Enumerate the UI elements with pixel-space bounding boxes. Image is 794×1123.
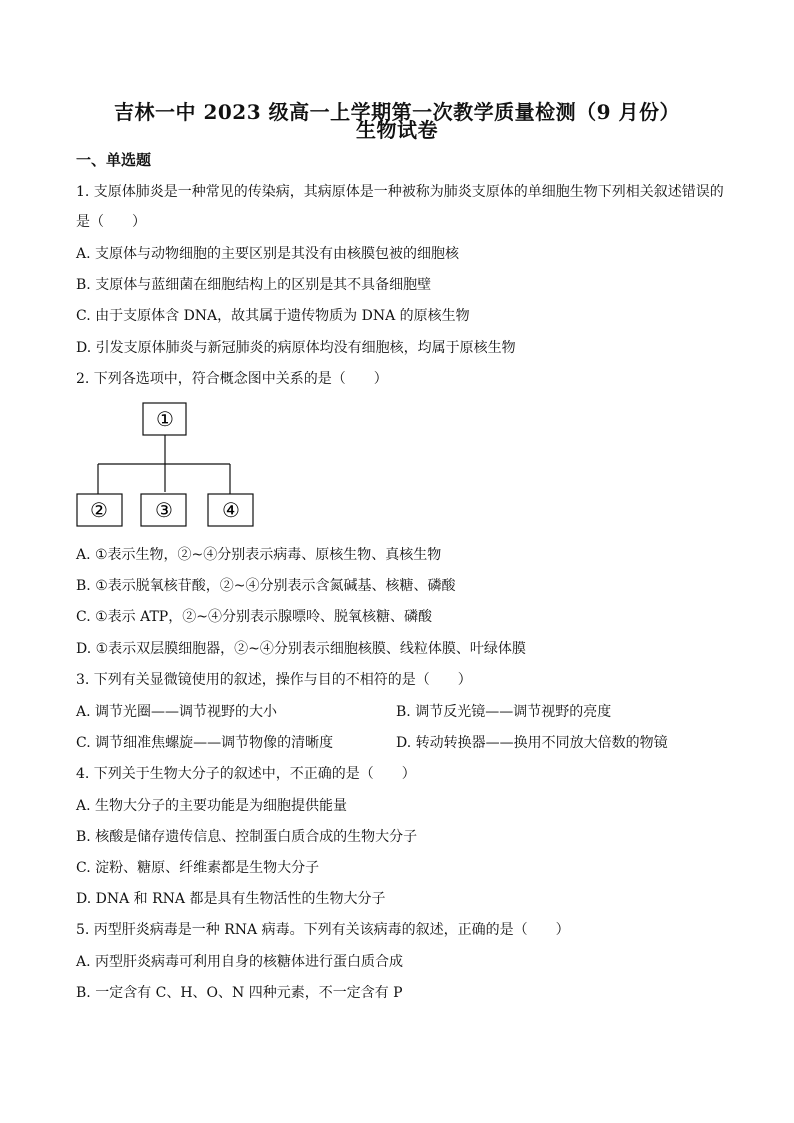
question-1-option-b: B. 支原体与蓝细菌在细胞结构上的区别是其不具备细胞壁 [76, 277, 432, 293]
question-4-option-c: C. 淀粉、糖原、纤维素都是生物大分子 [76, 860, 320, 876]
concept-diagram [70, 398, 270, 533]
question-2-option-d: D. ①表示双层膜细胞器，②~④分别表示细胞核膜、线粒体膜、叶绿体膜 [76, 641, 526, 657]
question-3-stem: 3. 下列有关显微镜使用的叙述，操作与目的不相符的是（ ） [76, 672, 472, 688]
question-2-option-b: B. ①表示脱氧核苷酸，②~④分别表示含氮碱基、核糖、磷酸 [76, 578, 456, 594]
question-4-option-d: D. DNA 和 RNA 都是具有生物活性的生物大分子 [76, 891, 386, 907]
concept-diagram-svg [70, 398, 270, 533]
question-4-option-b: B. 核酸是储存遗传信息、控制蛋白质合成的生物大分子 [76, 829, 418, 845]
question-5-option-a: A. 丙型肝炎病毒可利用自身的核糖体进行蛋白质合成 [76, 954, 404, 970]
question-1-option-c: C. 由于支原体含 DNA，故其属于遗传物质为 DNA 的原核生物 [76, 308, 470, 324]
question-2-stem: 2. 下列各选项中，符合概念图中关系的是（ ） [76, 371, 388, 387]
diagram-label-right: ④ [222, 498, 240, 522]
question-5-option-b: B. 一定含有 C、H、O、N 四种元素，不一定含有 P [76, 985, 403, 1001]
exam-title: 吉林一中 2023 级高一上学期第一次教学质量检测（9 月份） [114, 100, 680, 124]
question-1-option-d: D. 引发支原体肺炎与新冠肺炎的病原体均没有细胞核，均属于原核生物 [76, 340, 516, 356]
diagram-label-middle: ③ [155, 498, 173, 522]
section-heading: 一、单选题 [76, 151, 152, 169]
question-3-option-b: B. 调节反光镜——调节视野的亮度 [396, 704, 612, 720]
diagram-label-top: ① [156, 407, 174, 431]
question-1-stem-line1: 1. 支原体肺炎是一种常见的传染病，其病原体是一种被称为肺炎支原体的单细胞生物下列相关叙述错误的 [76, 184, 724, 200]
question-2-option-c: C. ①表示 ATP，②~④分别表示腺嘌呤、脱氧核糖、磷酸 [76, 609, 432, 625]
question-3-option-c: C. 调节细准焦螺旋——调节物像的清晰度 [76, 735, 334, 751]
question-1-stem-line2: 是（ ） [76, 214, 146, 230]
question-4-option-a: A. 生物大分子的主要功能是为细胞提供能量 [76, 798, 348, 814]
question-3-option-a: A. 调节光圈——调节视野的大小 [76, 704, 278, 720]
question-2-option-a: A. ①表示生物，②~④分别表示病毒、原核生物、真核生物 [76, 547, 442, 563]
exam-subtitle [0, 114, 794, 143]
question-1-option-a: A. 支原体与动物细胞的主要区别是其没有由核膜包被的细胞核 [76, 246, 460, 262]
question-4-stem: 4. 下列关于生物大分子的叙述中，不正确的是（ ） [76, 766, 416, 782]
question-5-stem: 5. 丙型肝炎病毒是一种 RNA 病毒。下列有关该病毒的叙述，正确的是（ ） [76, 922, 570, 938]
exam-subtitle-text: 生物试卷 [356, 118, 438, 142]
question-3-option-d: D. 转动转换器——换用不同放大倍数的物镜 [396, 735, 668, 751]
diagram-label-left: ② [90, 498, 108, 522]
